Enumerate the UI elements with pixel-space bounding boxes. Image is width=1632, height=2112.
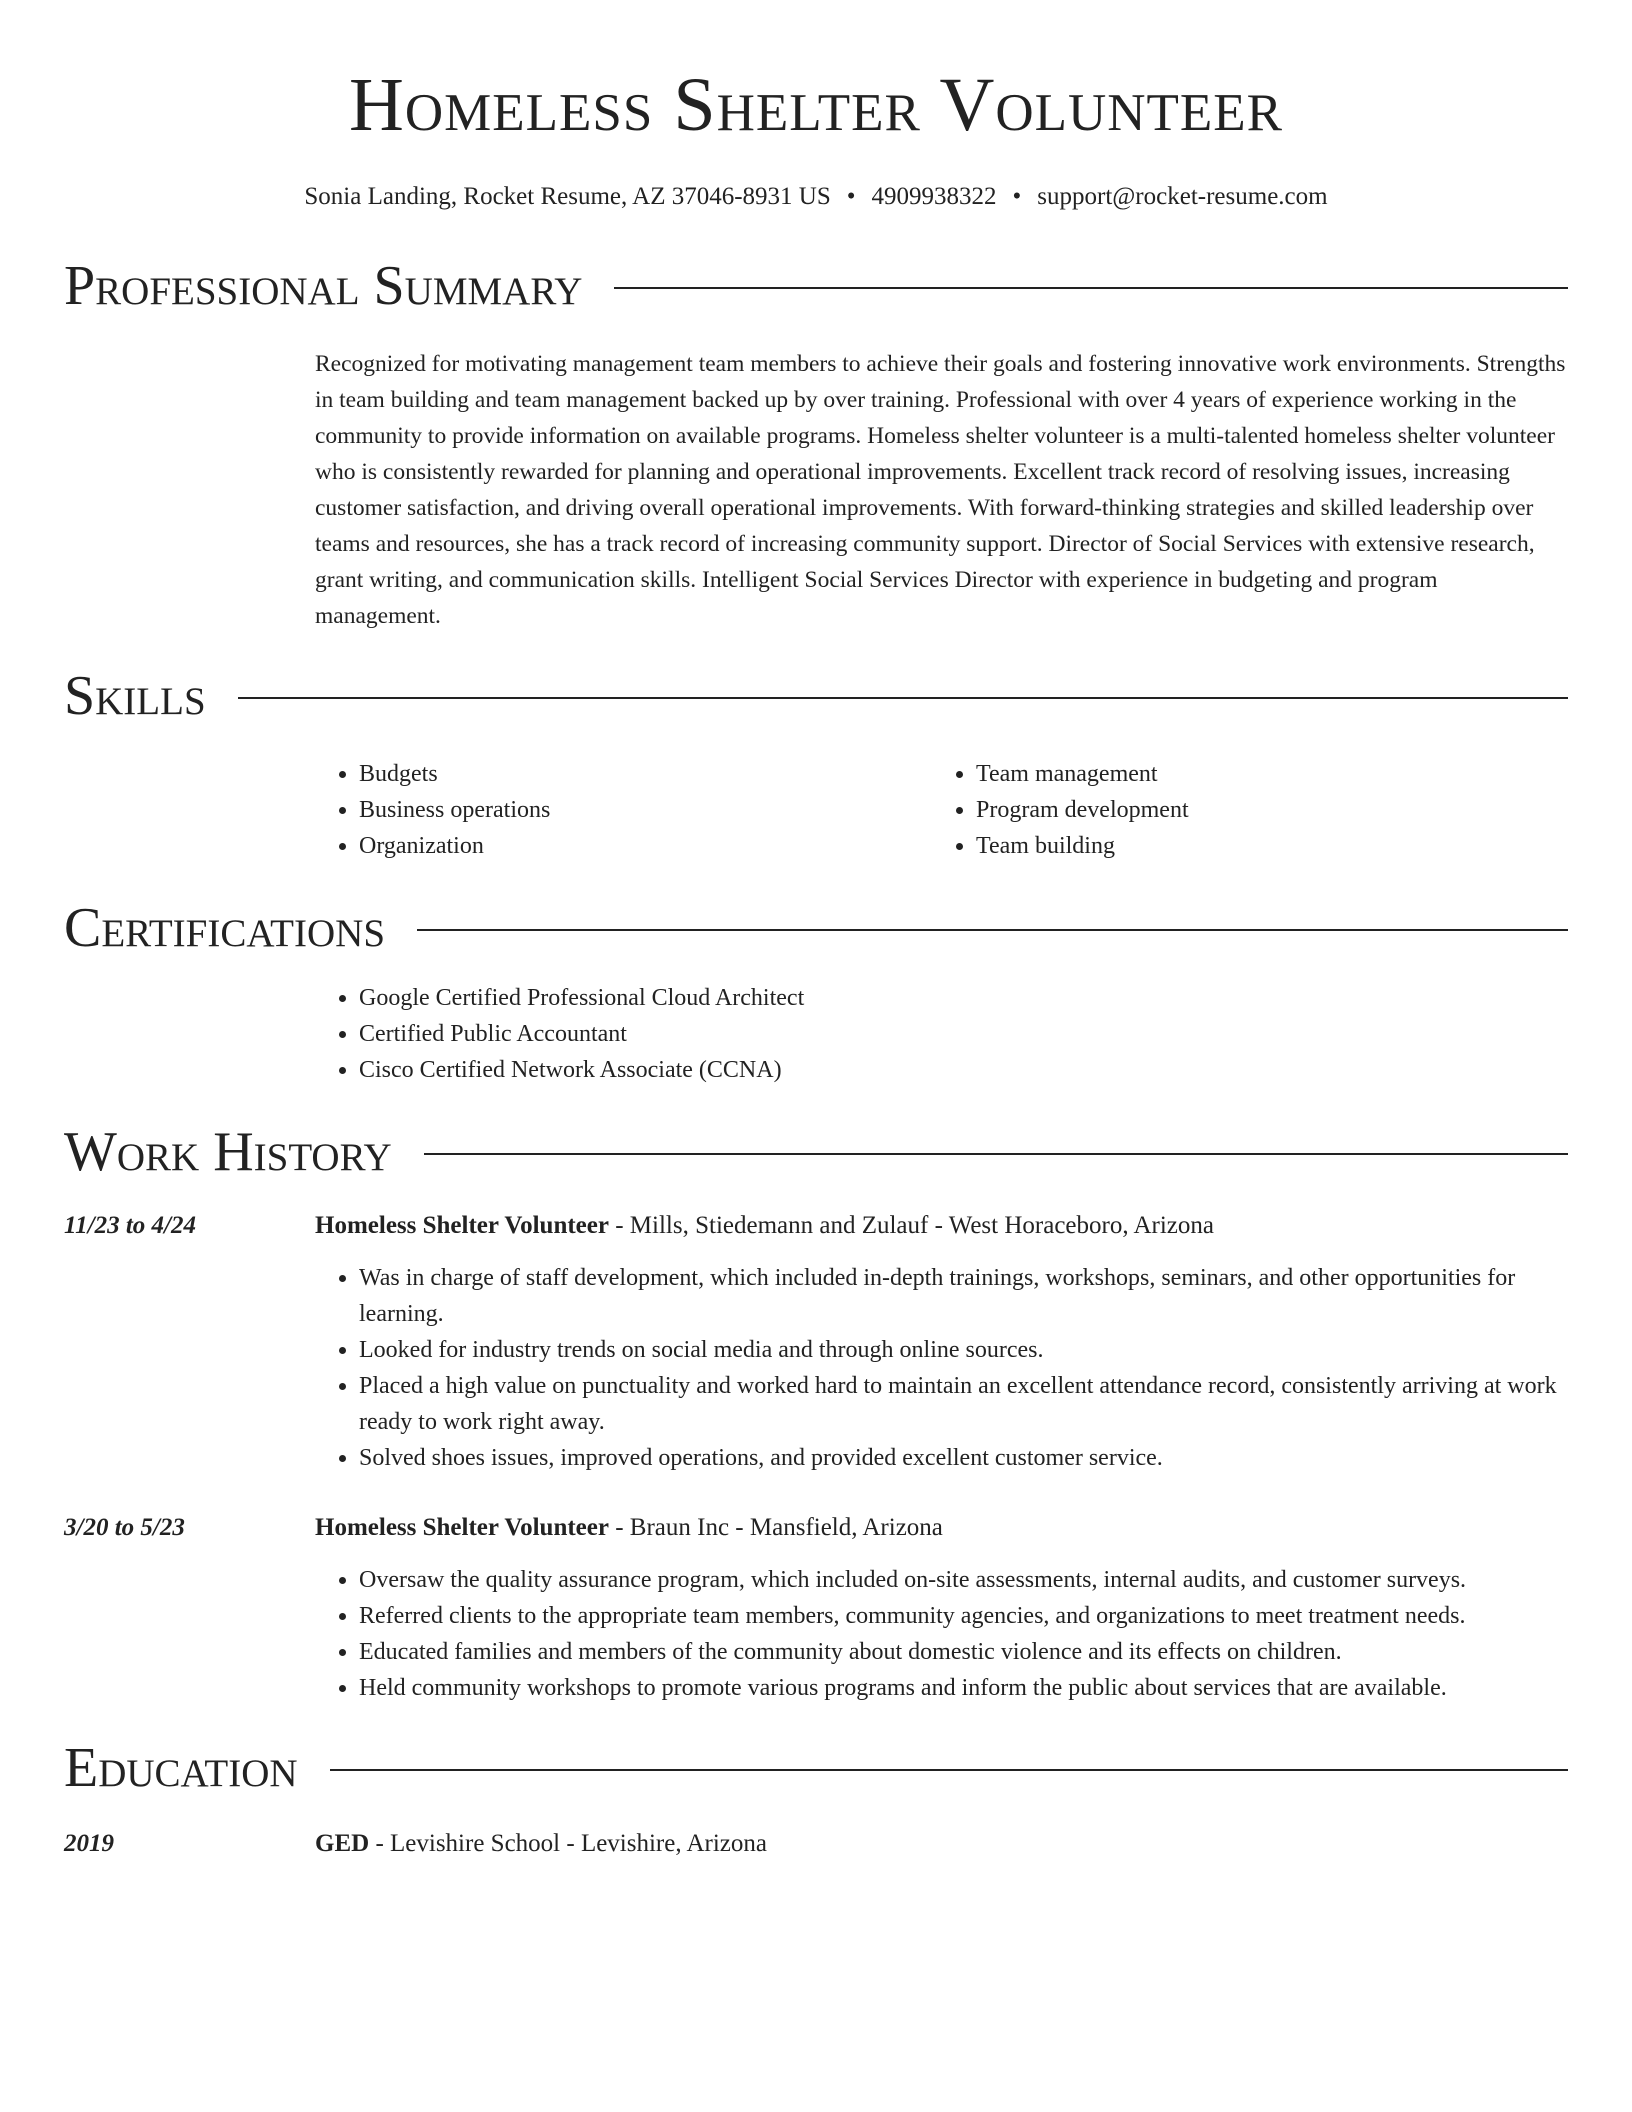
summary-text: Recognized for motivating management team members to achieve their goals and fostering innovative work environments. Strengths in team building and team management backed up by over training. Professional with over 4 years of experience working in the community to provide information on available programs. Homeless shelter volunteer is a multi-talented homeless shelter volunteer who is consistently rewarded for planning and operational improvements. Excellent track record of resolving issues, increasing customer satisfaction, and driving overall operational improvements. With forward-thinking strategies and skilled leadership over teams and resources, she has a track record of increasing community support. Director of Social Services with extensive research, grant writing, and communication skills. Intelligent Social Services Director with experience in budgeting and program management.	[315, 351, 1566, 629]
section-divider	[614, 287, 1568, 289]
summary-section	[64, 250, 1568, 634]
section-divider	[238, 697, 1568, 699]
contact-separator: •	[1012, 183, 1022, 210]
section-title-summary: Professional Summary	[64, 255, 583, 317]
section-title-education: Education	[64, 1737, 298, 1799]
section-title-skills: Skills	[64, 665, 206, 727]
skill-item: • Program development	[976, 792, 1549, 828]
job-bullet: • Educated families and members of the community about domestic violence and its effects on children.	[359, 1634, 1568, 1670]
job-title: Homeless Shelter Volunteer	[315, 1514, 609, 1541]
section-title-certifications: Certifications	[64, 897, 386, 959]
job-dates: 3/20 to 5/23	[64, 1514, 185, 1541]
contact-line	[64, 180, 1568, 214]
certification-item: • Cisco Certified Network Associate (CCNA)	[359, 1052, 1568, 1088]
skill-item: • Budgets	[359, 756, 932, 792]
job-bullet: • Was in charge of staff development, which included in-depth trainings, workshops, seminars, and other opportunities for learning.	[359, 1260, 1568, 1332]
section-divider	[424, 1153, 1568, 1155]
skill-item: • Business operations	[359, 792, 932, 828]
certifications-section	[64, 892, 1568, 1088]
education-section	[64, 1732, 1568, 1862]
resume-page	[64, 60, 1568, 1862]
job-bullet: • Oversaw the quality assurance program, which included on-site assessments, internal audits, and customer surveys.	[359, 1562, 1568, 1598]
skills-column-left	[315, 756, 932, 864]
job-entry	[64, 1510, 1568, 1706]
section-header	[64, 660, 1568, 732]
job-bullet: • Looked for industry trends on social media and through online sources.	[359, 1332, 1568, 1368]
job-employer: - Mills, Stiedemann and Zulauf - West Horaceboro, Arizona	[608, 1212, 1214, 1239]
section-divider	[417, 929, 1568, 931]
skills-grid	[315, 756, 1568, 864]
job-bullets	[315, 1260, 1568, 1476]
skill-item: • Organization	[359, 828, 932, 864]
contact-separator: •	[846, 183, 856, 210]
section-header	[64, 1116, 1568, 1188]
job-bullets	[315, 1562, 1568, 1706]
job-dates: 11/23 to 4/24	[64, 1212, 196, 1239]
address: Sonia Landing, Rocket Resume, AZ 37046-8931 US	[304, 183, 831, 210]
email: support@rocket-resume.com	[1037, 183, 1328, 210]
section-header	[64, 892, 1568, 964]
section-divider	[330, 1769, 1568, 1771]
work-history-section	[64, 1116, 1568, 1706]
certification-item: • Google Certified Professional Cloud Architect	[359, 980, 1568, 1016]
certification-item: • Certified Public Accountant	[359, 1016, 1568, 1052]
job-bullet: • Solved shoes issues, improved operations, and provided excellent customer service.	[359, 1440, 1568, 1476]
skills-column-right	[932, 756, 1549, 864]
education-degree: GED	[315, 1830, 370, 1857]
certifications-list	[315, 980, 1568, 1088]
phone: 4909938322	[871, 183, 997, 210]
candidate-name: Homeless Shelter Volunteer	[348, 63, 1284, 147]
job-body	[315, 1208, 1568, 1476]
job-bullet: • Held community workshops to promote various programs and inform the public about services that are available.	[359, 1670, 1568, 1706]
education-school: - Levishire School - Levishire, Arizona	[369, 1830, 767, 1857]
education-year: 2019	[64, 1830, 114, 1857]
section-title-work: Work History	[64, 1121, 392, 1183]
job-body	[315, 1510, 1568, 1706]
education-body	[315, 1826, 1568, 1862]
job-title: Homeless Shelter Volunteer	[315, 1212, 609, 1239]
section-header	[64, 1732, 1568, 1804]
education-heading	[315, 1826, 1568, 1862]
job-entry	[64, 1208, 1568, 1476]
job-heading	[315, 1510, 1568, 1546]
job-bullet: • Referred clients to the appropriate team members, community agencies, and organizations to meet treatment needs.	[359, 1598, 1568, 1634]
section-header	[64, 250, 1568, 322]
skill-item: • Team management	[976, 756, 1549, 792]
job-bullet: • Placed a high value on punctuality and worked hard to maintain an excellent attendance record, consistently arriving at work ready to work right away.	[359, 1368, 1568, 1440]
job-employer: - Braun Inc - Mansfield, Arizona	[608, 1514, 943, 1541]
job-heading	[315, 1208, 1568, 1244]
skills-section	[64, 660, 1568, 864]
skill-item: • Team building	[976, 828, 1549, 864]
education-entry	[64, 1826, 1568, 1862]
